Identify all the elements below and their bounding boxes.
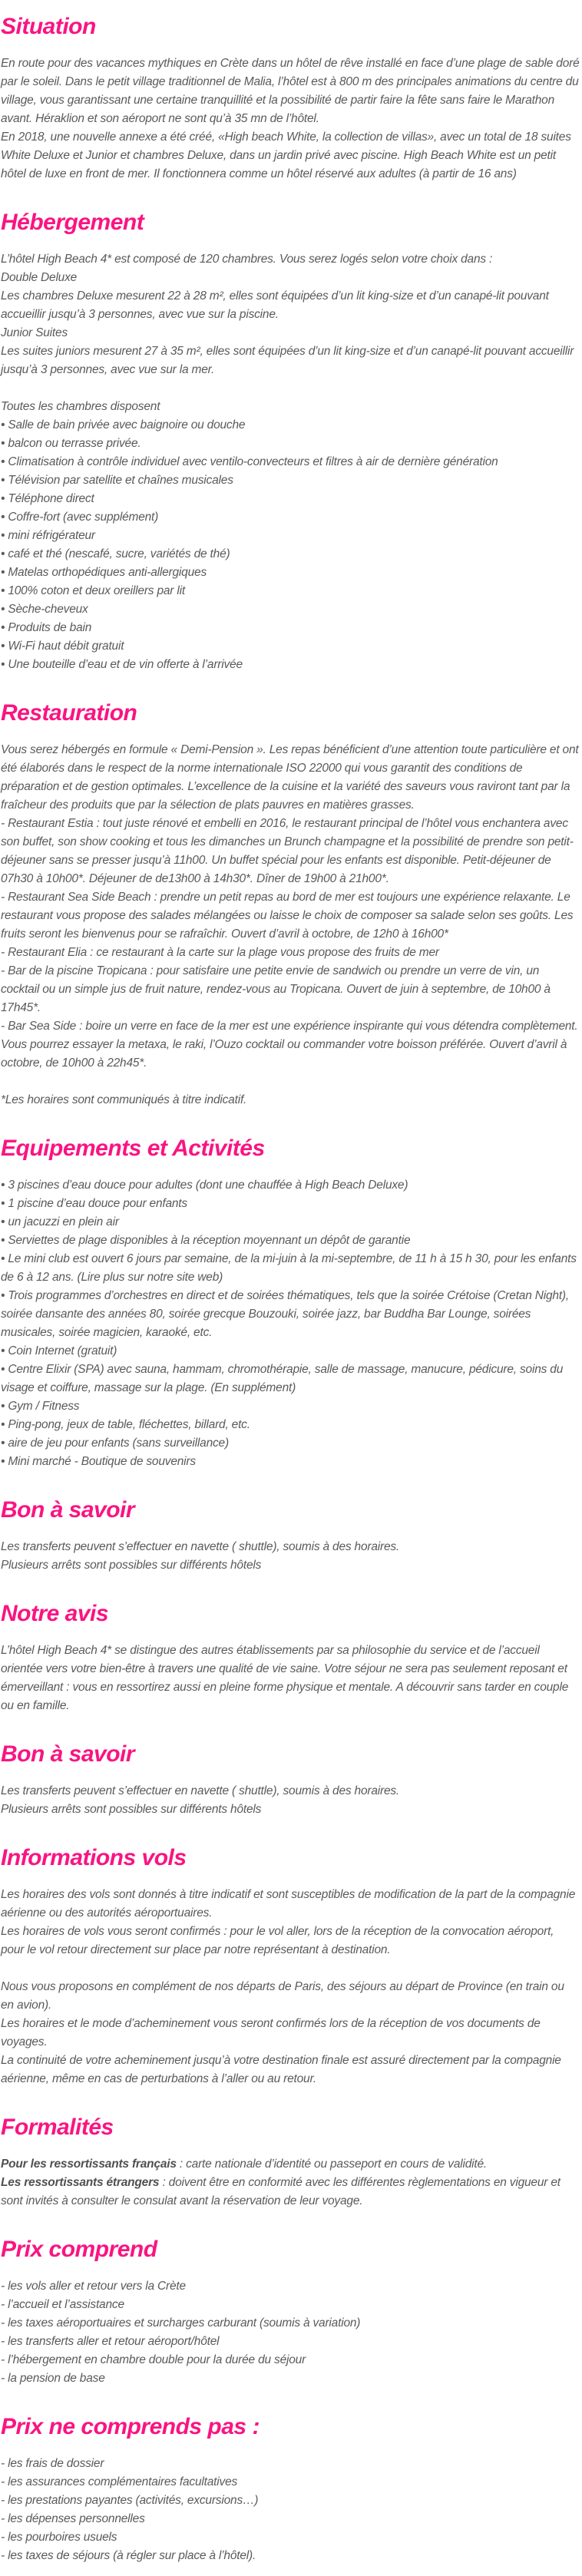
list-item: • Gym / Fitness: [1, 1397, 580, 1416]
paragraph: Vous serez hébergés en formule « Demi-Pension ». Les repas bénéficient d’une attention toute particulière et ont été élaborés dans le respect de la norme internationale ISO 22000 qui vous garantit des conditions de préparation et de gestion optimales. L’excellence de la cuisine et la variété des saveurs vous raviront tant par la fraîcheur des produits que par la sélection de plats pauvres en matières grasses.: [1, 743, 579, 812]
list-item: • balcon ou terrasse privée.: [1, 435, 580, 453]
list-item: • Climatisation à contrôle individuel avec ventilo-convecteurs et filtres à air de dernière génération: [1, 453, 580, 471]
dash-list: [1, 2455, 580, 2565]
section-heading: Equipements et Activités: [1, 1136, 265, 1161]
paragraph: - Restaurant Estia : tout juste rénové et embelli en 2016, le restaurant principal de l’hôtel vous enchantera avec son buffet, son show cooking et tous les dimanches un Brunch champagne et la possibilité de prendre son petit-déjeuner sans se presser jusqu’à 11h00. Un buffet spécial pour les enfants est disponible. Petit-déjeuner de 07h30 à 10h00*. Déjeuner de de13h00 à 14h30*. Dîner de 19h00 à 21h00*.: [1, 817, 574, 885]
section-heading: Situation: [1, 14, 96, 39]
list-item: - les frais de dossier: [1, 2455, 580, 2473]
list-item: - les prestations payantes (activités, excursions…): [1, 2492, 580, 2510]
section-heading: Informations vols: [1, 1845, 187, 1870]
list-item: - la pension de base: [1, 2369, 580, 2388]
paragraph: Plusieurs arrêts sont possibles sur différents hôtels: [1, 1559, 262, 1572]
paragraph: Toutes les chambres disposent: [1, 400, 160, 413]
section-notre-avis: [1, 1601, 580, 1715]
paragraph: En route pour des vacances mythiques en Crète dans un hôtel de rêve installé en face d’une plage de sable doré par le soleil. Dans le petit village traditionnel de Malia, l’hôtel est à 800 m des principales animations du centre du village, vous garantissant une certaine tranquillité et la possibilité de partir faire la fête sans faire le Marathon avant. Héraklion et son aéroport ne sont qu’à 35 mn de l’hôtel.: [1, 57, 580, 125]
list-item: - les transferts aller et retour aéroport/hôtel: [1, 2333, 580, 2351]
section-heading: Notre avis: [1, 1601, 109, 1626]
list-item: • Produits de bain: [1, 619, 580, 637]
list-item: - l’accueil et l’assistance: [1, 2296, 580, 2314]
list-item: • Wi-Fi haut débit gratuit: [1, 637, 580, 656]
paragraph: Plusieurs arrêts sont possibles sur différents hôtels: [1, 1803, 262, 1816]
lead-rest: : carte nationale d’identité ou passeport en cours de validité.: [176, 2158, 488, 2171]
list-item: • Ping-pong, jeux de table, fléchettes, billard, etc.: [1, 1416, 580, 1434]
list-item: - les dépenses personnelles: [1, 2510, 580, 2528]
list-item: • 100% coton et deux oreillers par lit: [1, 582, 580, 600]
list-item: - les assurances complémentaires facultatives: [1, 2473, 580, 2492]
list-item: • Le mini club est ouvert 6 jours par semaine, de la mi-juin à la mi-septembre, de 11 h à 15 h 30, pour les enfants de 6 à 12 ans. (Lire plus sur notre site web): [1, 1250, 580, 1287]
paragraph: - Restaurant Elia : ce restaurant à la carte sur la plage vous propose des fruits de mer: [1, 946, 439, 959]
lead-rest: : doivent être en conformité avec les différentes règlementations en vigueur et sont invités à consulter le consulat avant la réservation de leur voyage.: [1, 2176, 561, 2207]
list-item: • Téléphone direct: [1, 490, 580, 508]
dash-list: [1, 2277, 580, 2388]
paragraph: Les transferts peuvent s’effectuer en navette ( shuttle), soumis à des horaires.: [1, 1784, 400, 1797]
paragraph: Les transferts peuvent s’effectuer en navette ( shuttle), soumis à des horaires.: [1, 1540, 400, 1553]
list-item: • mini réfrigérateur: [1, 527, 580, 545]
section-hebergement: [1, 210, 580, 674]
list-item: - les taxes aéroportuaires et surcharges carburant (soumis à variation): [1, 2314, 580, 2333]
section-heading: Formalités: [1, 2115, 114, 2140]
section-heading: Hébergement: [1, 210, 144, 235]
paragraph: Les horaires et le mode d’acheminement vous seront confirmés lors de la réception de vos documents de voyages.: [1, 2017, 541, 2049]
bullet-list: [1, 1176, 580, 1471]
list-item: • Sèche-cheveux: [1, 600, 580, 619]
list-item: • 1 piscine d’eau douce pour enfants: [1, 1195, 580, 1213]
section-heading: Prix ne comprends pas :: [1, 2414, 260, 2439]
paragraph: L’hôtel High Beach 4* se distingue des autres établissements par sa philosophie du service et de l’accueil orientée vers votre bien-être à travers une qualité de vie saine. Votre séjour ne sera pas seulement reposant et émerveillant : vous en ressortirez aussi en pleine forme physique et mentale. A découvrir sans tarder en couple ou en famille.: [1, 1644, 569, 1712]
list-item: - les vols aller et retour vers la Crète: [1, 2277, 580, 2296]
paragraph: [1, 2174, 580, 2211]
paragraph: La continuité de votre acheminement jusqu’à votre destination finale est assuré directement par la compagnie aérienne, même en cas de perturbations à l’aller ou au retour.: [1, 2054, 561, 2085]
list-item: • 3 piscines d’eau douce pour adultes (dont une chauffée à High Beach Deluxe): [1, 1176, 580, 1195]
list-item: • Mini marché - Boutique de souvenirs: [1, 1453, 580, 1471]
section-formalites: [1, 2115, 580, 2211]
section-restauration: [1, 700, 580, 1109]
list-item: • Trois programmes d’orchestres en direct et de soirées thématiques, tels que la soirée Crétoise (Cretan Night), soirée dansante des années 80, soirée grecque Bouzouki, soirée jazz, bar Buddha Bar Lounge, soirées musicales, soirée magicien, karaoké, etc.: [1, 1287, 580, 1342]
section-heading: Bon à savoir: [1, 1741, 135, 1767]
list-item: - les taxes de séjours (à régler sur place à l’hôtel).: [1, 2547, 580, 2565]
list-item: • Télévision par satellite et chaînes musicales: [1, 471, 580, 490]
list-item: • Salle de bain privée avec baignoire ou douche: [1, 416, 580, 435]
section-equipements: [1, 1136, 580, 1471]
section-informations-vols: [1, 1845, 580, 2088]
list-item: • Coin Internet (gratuit): [1, 1342, 580, 1361]
list-item: • café et thé (nescafé, sucre, variétés de thé): [1, 545, 580, 564]
paragraph: En 2018, une nouvelle annexe a été créé, «High beach White, la collection de villas», avec un total de 18 suites White Deluxe et Junior et chambres Deluxe, dans un jardin privé avec piscine. High Beach White est un petit hôtel de luxe en front de mer. Il fonctionnera comme un hôtel réservé aux adultes (à partir de 16 ans): [1, 131, 571, 180]
paragraph: Double Deluxe: [1, 271, 78, 284]
paragraph: Junior Suites: [1, 326, 68, 339]
list-item: • Matelas orthopédiques anti-allergiques: [1, 564, 580, 582]
note-paragraph: *Les horaires sont communiqués à titre indicatif.: [1, 1093, 247, 1106]
section-heading: Bon à savoir: [1, 1497, 135, 1523]
list-item: • Centre Elixir (SPA) avec sauna, hammam, chromothérapie, salle de massage, manucure, pédicure, soins du visage et coiffure, massage sur la plage. (En supplément): [1, 1361, 580, 1397]
section-situation: [1, 14, 580, 184]
bullet-list: [1, 416, 580, 674]
paragraph: [1, 2155, 580, 2174]
bold-lead: Pour les ressortissants français: [1, 2158, 177, 2171]
paragraph: - Bar Sea Side : boire un verre en face de la mer est une expérience inspirante qui vous détendra complètement. Vous pourrez essayer la metaxa, le raki, l’Ouzo cocktail ou commander votre boisson préférée. Ouvert d’avril à octobre, de 10h00 à 22h45*.: [1, 1020, 578, 1070]
section-heading: Prix comprend: [1, 2237, 157, 2262]
paragraph: Les horaires de vols vous seront confirmés : pour le vol aller, lors de la réception de la convocation aéroport, pour le vol retour directement sur place par notre représentant à destination.: [1, 1925, 554, 1956]
paragraph: - Restaurant Sea Side Beach : prendre un petit repas au bord de mer est toujours une expérience relaxante. Le restaurant vous propose des salades mélangées ou laisse le choix de composer sa salade selon ses goûts. Les fruits seront les bienvenus pour se rafraîchir. Ouvert d’avril à octobre, de 12h0 à 16h00*: [1, 891, 574, 941]
paragraph: Les horaires des vols sont donnés à titre indicatif et sont susceptibles de modification de la part de la compagnie aérienne ou des autorités aéroportuaires.: [1, 1888, 576, 1920]
paragraph: Les suites juniors mesurent 27 à 35 m², elles sont équipées d’un lit king-size et d’un canapé-lit pouvant accueillir jusqu’à 3 personnes, avec vue sur la mer.: [1, 345, 574, 376]
section-heading: Restauration: [1, 700, 137, 726]
list-item: • un jacuzzi en plein air: [1, 1213, 580, 1232]
list-item: • Serviettes de plage disponibles à la réception moyennant un dépôt de garantie: [1, 1232, 580, 1250]
list-item: • Une bouteille d’eau et de vin offerte à l’arrivée: [1, 656, 580, 674]
paragraph: L’hôtel High Beach 4* est composé de 120 chambres. Vous serez logés selon votre choix dans :: [1, 253, 493, 266]
section-prix-comprend: [1, 2237, 580, 2388]
bold-lead: Les ressortissants étrangers: [1, 2176, 160, 2189]
paragraph: - Bar de la piscine Tropicana : pour satisfaire une petite envie de sandwich ou prendre un verre de vin, un cocktail ou un simple jus de fruit nature, rendez-vous au Tropicana. Ouvert de juin à septembre, de 10h00 à 17h45*.: [1, 964, 551, 1014]
list-item: • aire de jeu pour enfants (sans surveillance): [1, 1434, 580, 1453]
section-bon-a-savoir-2: [1, 1741, 580, 1819]
paragraph: Nous vous proposons en complément de nos départs de Paris, des séjours au départ de Province (en train ou en avion).: [1, 1980, 564, 2012]
section-prix-ne-comprend-pas: [1, 2414, 580, 2565]
list-item: • Coffre-fort (avec supplément): [1, 508, 580, 527]
paragraph: Les chambres Deluxe mesurent 22 à 28 m², elles sont équipées d’un lit king-size et d’un canapé-lit pouvant accueillir jusqu’à 3 personnes, avec vue sur la piscine.: [1, 289, 549, 321]
list-item: - l’hébergement en chambre double pour la durée du séjour: [1, 2351, 580, 2369]
section-bon-a-savoir-1: [1, 1497, 580, 1575]
list-item: - les pourboires usuels: [1, 2528, 580, 2547]
